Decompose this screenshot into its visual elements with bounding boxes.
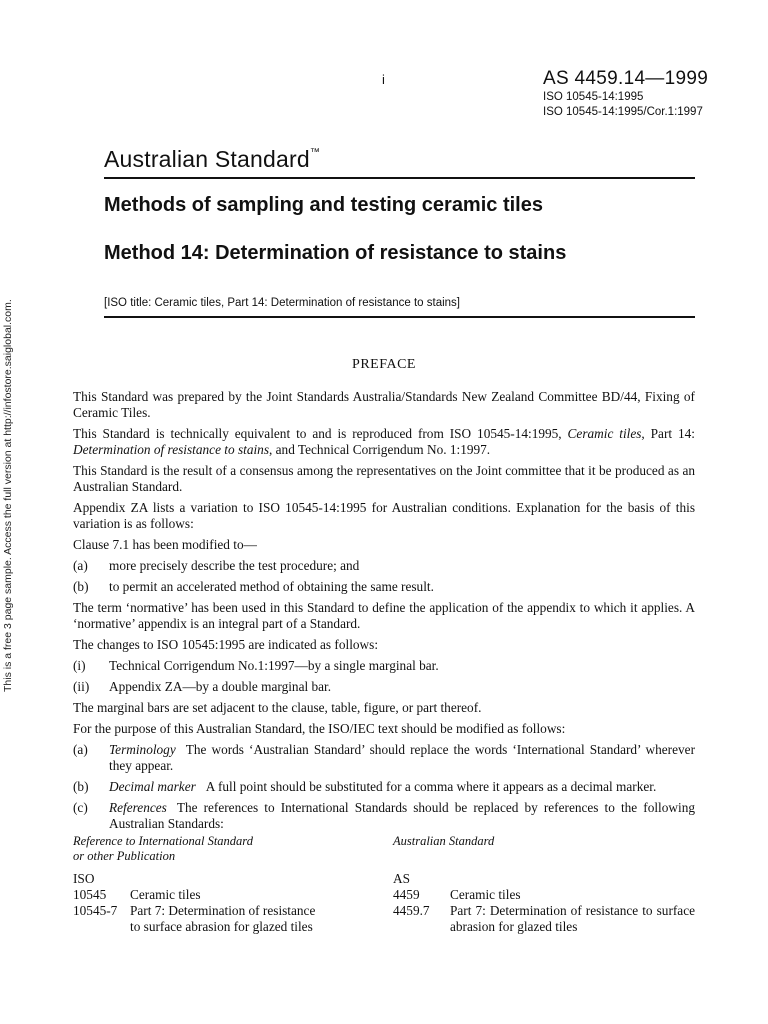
list-item [73,779,695,795]
term-description: The references to International Standards should be replaced by references to the following Australian Standards: [109,800,695,831]
paragraph: Clause 7.1 has been modified to— [73,537,257,552]
standard-code: 4459 [393,887,420,902]
trademark-symbol: ™ [309,147,321,158]
page-number: i [382,72,385,87]
list-text: Appendix ZA—by a double marginal bar. [109,679,332,694]
iso-reference: ISO 10545-14:1995 [543,91,644,103]
list-text [109,800,695,832]
list-item [73,679,695,695]
term: Terminology [109,742,176,757]
list-item [73,800,695,832]
term: Decimal marker [109,779,196,794]
standard-description [130,871,393,887]
text-run: This Standard is technically equivalent to and is reproduced from ISO 10545-14:1995, [73,426,568,441]
list-label: (b) [73,779,89,794]
header-rule-top [104,177,695,179]
paragraph: This Standard is the result of a consensus among the representatives on the Joint committee that it be produced as an Australian Standard. [73,463,695,494]
standard-description: Part 7: Determination of resistance [130,903,316,918]
reference-column-right [393,871,695,935]
reference-column-left [73,871,393,935]
table-row [73,887,393,903]
table-row [393,903,695,935]
list-label: (b) [73,579,89,594]
table-row [73,903,393,919]
standard-code: 4459.7 [393,903,430,918]
preface-heading: PREFACE [352,357,416,372]
italic-run: Ceramic tiles [567,426,642,441]
list-item [73,579,695,595]
paragraph [73,426,695,458]
list-item [73,558,695,574]
standard-description: Part 7: Determination of resistance to surface abrasion for glazed tiles [450,903,695,934]
paragraph: This Standard was prepared by the Joint Standards Australia/Standards New Zealand Committee BD/44, Fixing of Ceramic Tiles. [73,389,695,420]
paragraph: The term ‘normative’ has been used in this Standard to define the application of the appendix to which it applies. A ‘normative’ appendix is an integral part of a Standard. [73,600,695,631]
standard-code: 10545-7 [73,903,118,918]
list-label: (a) [73,558,88,573]
list-text [109,742,695,774]
list-text: to permit an accelerated method of obtaining the same result. [109,579,434,594]
method-title: Method 14: Determination of resistance to stains [104,242,567,264]
standard-code: ISO [73,871,95,886]
reference-table-header [73,834,695,864]
brand-title [104,146,320,173]
list-item [73,742,695,774]
list-label: (ii) [73,679,90,694]
standard-description-continued: to surface abrasion for glazed tiles [130,919,313,934]
paragraph: The changes to ISO 10545:1995 are indicated as follows: [73,637,379,652]
header-line: Reference to International Standard [73,834,253,848]
term-description: A full point should be substituted for a comma where it appears as a decimal marker. [205,779,657,794]
list-label: (c) [73,800,88,815]
standard-description: Ceramic tiles [130,887,201,902]
header-line: or other Publication [73,849,176,863]
list-label: (i) [73,658,86,673]
standard-description [450,871,695,887]
reference-table [73,871,695,935]
standard-description: Ceramic tiles [450,887,521,902]
standard-code: 10545 [73,887,107,902]
header-rule-bottom [104,316,695,318]
standard-code: AS [393,871,410,886]
text-run: , and Technical Corrigendum No. 1:1997. [269,442,491,457]
paragraph: Appendix ZA lists a variation to ISO 10545-14:1995 for Australian conditions. Explanation for the basis of this variation is as follows: [73,500,695,531]
paragraph: The marginal bars are set adjacent to the clause, table, figure, or part thereof. [73,700,482,715]
sample-notice: This is a free 3 page sample. Access the full version at http://infostore.saiglobal.com. [2,299,14,692]
document-title: Methods of sampling and testing ceramic tiles [104,194,543,216]
text-run: , Part 14: [641,426,695,441]
standard-identifier [543,68,708,120]
list-label: (a) [73,742,88,757]
term: References [109,800,167,815]
reference-header-right: Australian Standard [393,834,495,848]
table-row [73,871,393,887]
list-item [73,658,695,674]
term-description: The words ‘Australian Standard’ should replace the words ‘International Standard’ wherever they appear. [109,742,695,773]
table-row [393,871,695,887]
table-row [393,887,695,903]
reference-header-left [73,834,393,864]
list-text [109,779,695,795]
italic-run: Determination of resistance to stains [73,442,269,457]
preface-body [73,389,695,935]
brand-text: Australian Standard [104,146,310,172]
iso-title-note: [ISO title: Ceramic tiles, Part 14: Determination of resistance to stains] [104,297,461,309]
iso-corrigendum-reference: ISO 10545-14:1995/Cor.1:1997 [543,106,703,118]
standard-number: AS 4459.14—1999 [543,68,709,89]
list-text: Technical Corrigendum No.1:1997—by a single marginal bar. [109,658,439,673]
paragraph: For the purpose of this Australian Standard, the ISO/IEC text should be modified as follows: [73,721,566,736]
list-text: more precisely describe the test procedure; and [109,558,360,573]
